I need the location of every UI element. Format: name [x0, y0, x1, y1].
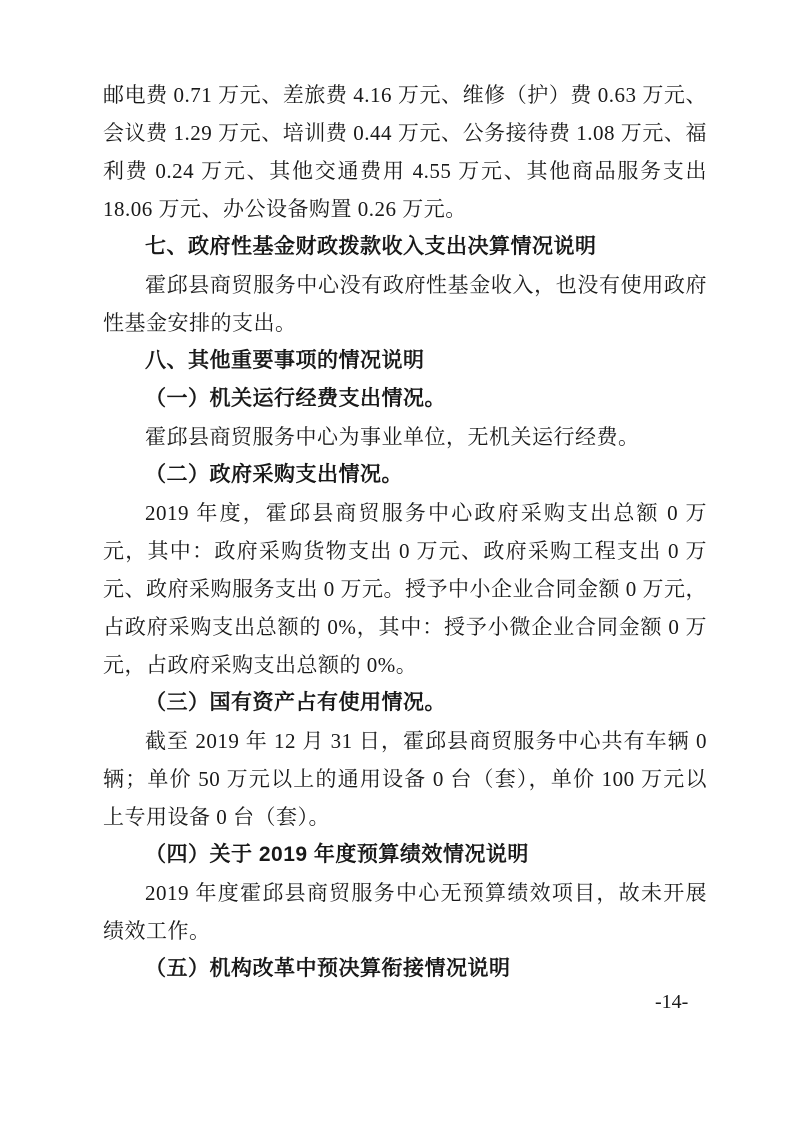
- page-number: -14-: [655, 991, 689, 1013]
- paragraph-budget-performance: 2019 年度霍邱县商贸服务中心无预算绩效项目，故未开展绩效工作。: [103, 881, 707, 943]
- paragraph-gov-procurement: 2019 年度，霍邱县商贸服务中心政府采购支出总额 0 万元，其中：政府采购货物支出 0 万元、政府采购工程支出 0 万元、政府采购服务支出 0 万元。授予中小企业合同金额 0 万元，占政府采购支出总额的 0%，其中：授予小微企业合同金额 0 万元，占政府采购支出总额的 0%。: [103, 501, 707, 677]
- heading-sub-5-institutional-reform: （五）机构改革中预决算衔接情况说明: [145, 957, 511, 980]
- heading-sub-1-operating-expense: （一）机关运行经费支出情况。: [145, 387, 446, 410]
- heading-sub-4-budget-performance: （四）关于 2019 年度预算绩效情况说明: [145, 843, 529, 866]
- paragraph-operating-expense: 霍邱县商贸服务中心为事业单位，无机关运行经费。: [145, 425, 640, 449]
- paragraph-expense-breakdown: 邮电费 0.71 万元、差旅费 4.16 万元、维修（护）费 0.63 万元、会议费 1.29 万元、培训费 0.44 万元、公务接待费 1.08 万元、福利费 0.24 万元、其他交通费用 4.55 万元、其他商品服务支出 18.06 万元、办公设备购置 0.26 万元。: [103, 83, 707, 221]
- paragraph-state-assets: 截至 2019 年 12 月 31 日，霍邱县商贸服务中心共有车辆 0 辆；单价 50 万元以上的通用设备 0 台（套），单价 100 万元以上专用设备 0 台（套）。: [103, 729, 707, 829]
- heading-section-8-other-items: 八、其他重要事项的情况说明: [145, 349, 425, 372]
- heading-sub-3-state-assets: （三）国有资产占有使用情况。: [145, 691, 446, 714]
- paragraph-gov-fund: 霍邱县商贸服务中心没有政府性基金收入，也没有使用政府性基金安排的支出。: [103, 273, 707, 335]
- heading-sub-2-gov-procurement: （二）政府采购支出情况。: [145, 463, 403, 486]
- heading-section-7-gov-fund: 七、政府性基金财政拨款收入支出决算情况说明: [145, 235, 597, 258]
- document-body: [103, 76, 707, 988]
